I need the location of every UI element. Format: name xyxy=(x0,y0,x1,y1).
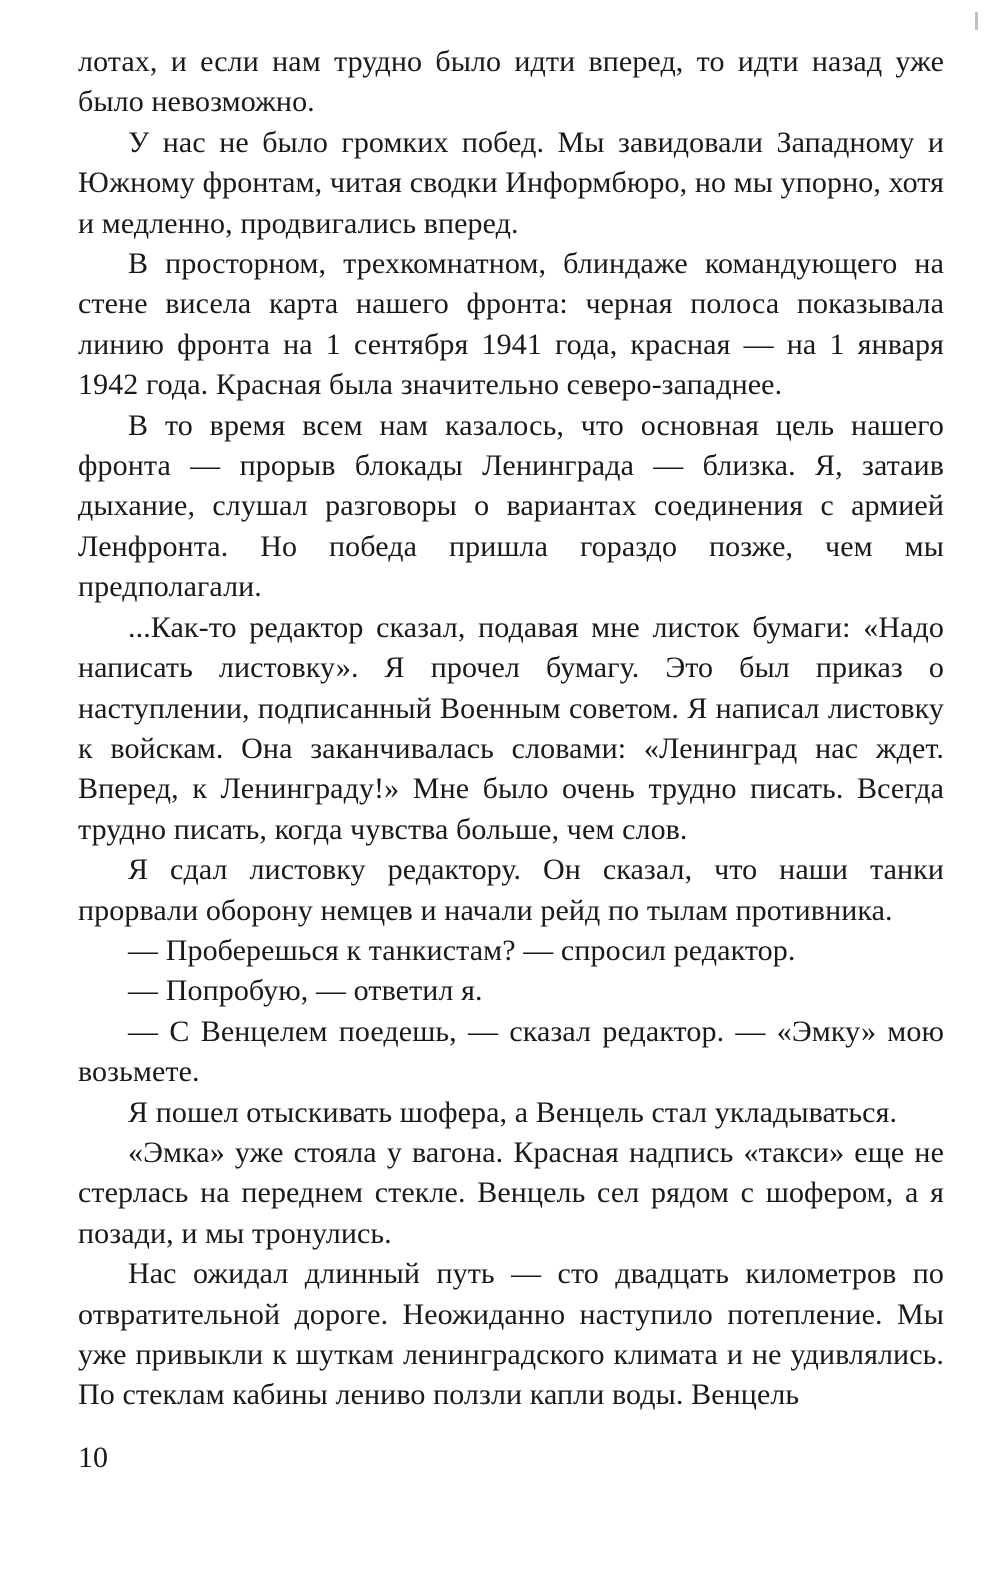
paragraph: лотах, и если нам трудно было идти вперед, то идти назад уже было невозможно. xyxy=(78,45,944,119)
scan-edge-mark xyxy=(975,12,978,30)
dialogue-line: — С Венцелем поедешь, — сказал редактор. — «Эмку» мою возьмете. xyxy=(78,1014,944,1089)
paragraph: В то время всем нам казалось, что основная цель нашего фронта — прорыв блокады Ленинграда — близка. Я, затаив дыхание, слушал разговоры о вариантах соединения с армией Ленфронта. Но победа пришла гораздо позже, чем мы предполагали. xyxy=(78,408,944,604)
paragraph: ...Как-то редактор сказал, подавая мне листок бумаги: «Надо написать листовку». Я прочел бумагу. Это был приказ о наступлении, подписанный Военным советом. Я написал листовку к войскам. Она заканчивалась словами: «Ленинград нас ждет. Вперед, к Ленинграду!» Мне было очень трудно писать. Всегда трудно писать, когда чувства больше, чем слов. xyxy=(78,610,944,846)
dialogue-line: — Попробую, — ответил я. xyxy=(128,974,483,1008)
paragraph: В просторном, трехкомнатном, блиндаже командующего на стене висела карта нашего фронта: черная полоса показывала линию фронта на 1 сентября 1941 года, красная — на 1 января 1942 года. Красная была значительно северо-западнее. xyxy=(78,247,944,402)
paragraph: Нас ожидал длинный путь — сто двадцать километров по отвратительной дороге. Неожиданно наступило потепление. Мы уже привыкли к шуткам ленинградского климата и не удивлялись. По стеклам кабины лениво ползли капли воды. Венцель xyxy=(78,1257,944,1412)
paragraph: У нас не было громких побед. Мы завидовали Западному и Южному фронтам, читая сводки Информбюро, но мы упорно, хотя и медленно, продвигались вперед. xyxy=(78,125,944,240)
paragraph: Я сдал листовку редактору. Он сказал, что наши танки прорвали оборону немцев и начали рейд по тылам противника. xyxy=(78,853,944,927)
page-text xyxy=(78,42,944,1416)
paragraph: «Эмка» уже стояла у вагона. Красная надпись «такси» еще не стерлась на переднем стекле. Венцель сел рядом с шофером, а я позади, и мы тронулись. xyxy=(78,1135,944,1250)
dialogue-line: — Проберешься к танкистам? — спросил редактор. xyxy=(128,933,796,967)
page-number: 10 xyxy=(78,1441,108,1474)
paragraph: Я пошел отыскивать шофера, а Венцель стал укладываться. xyxy=(128,1095,898,1129)
